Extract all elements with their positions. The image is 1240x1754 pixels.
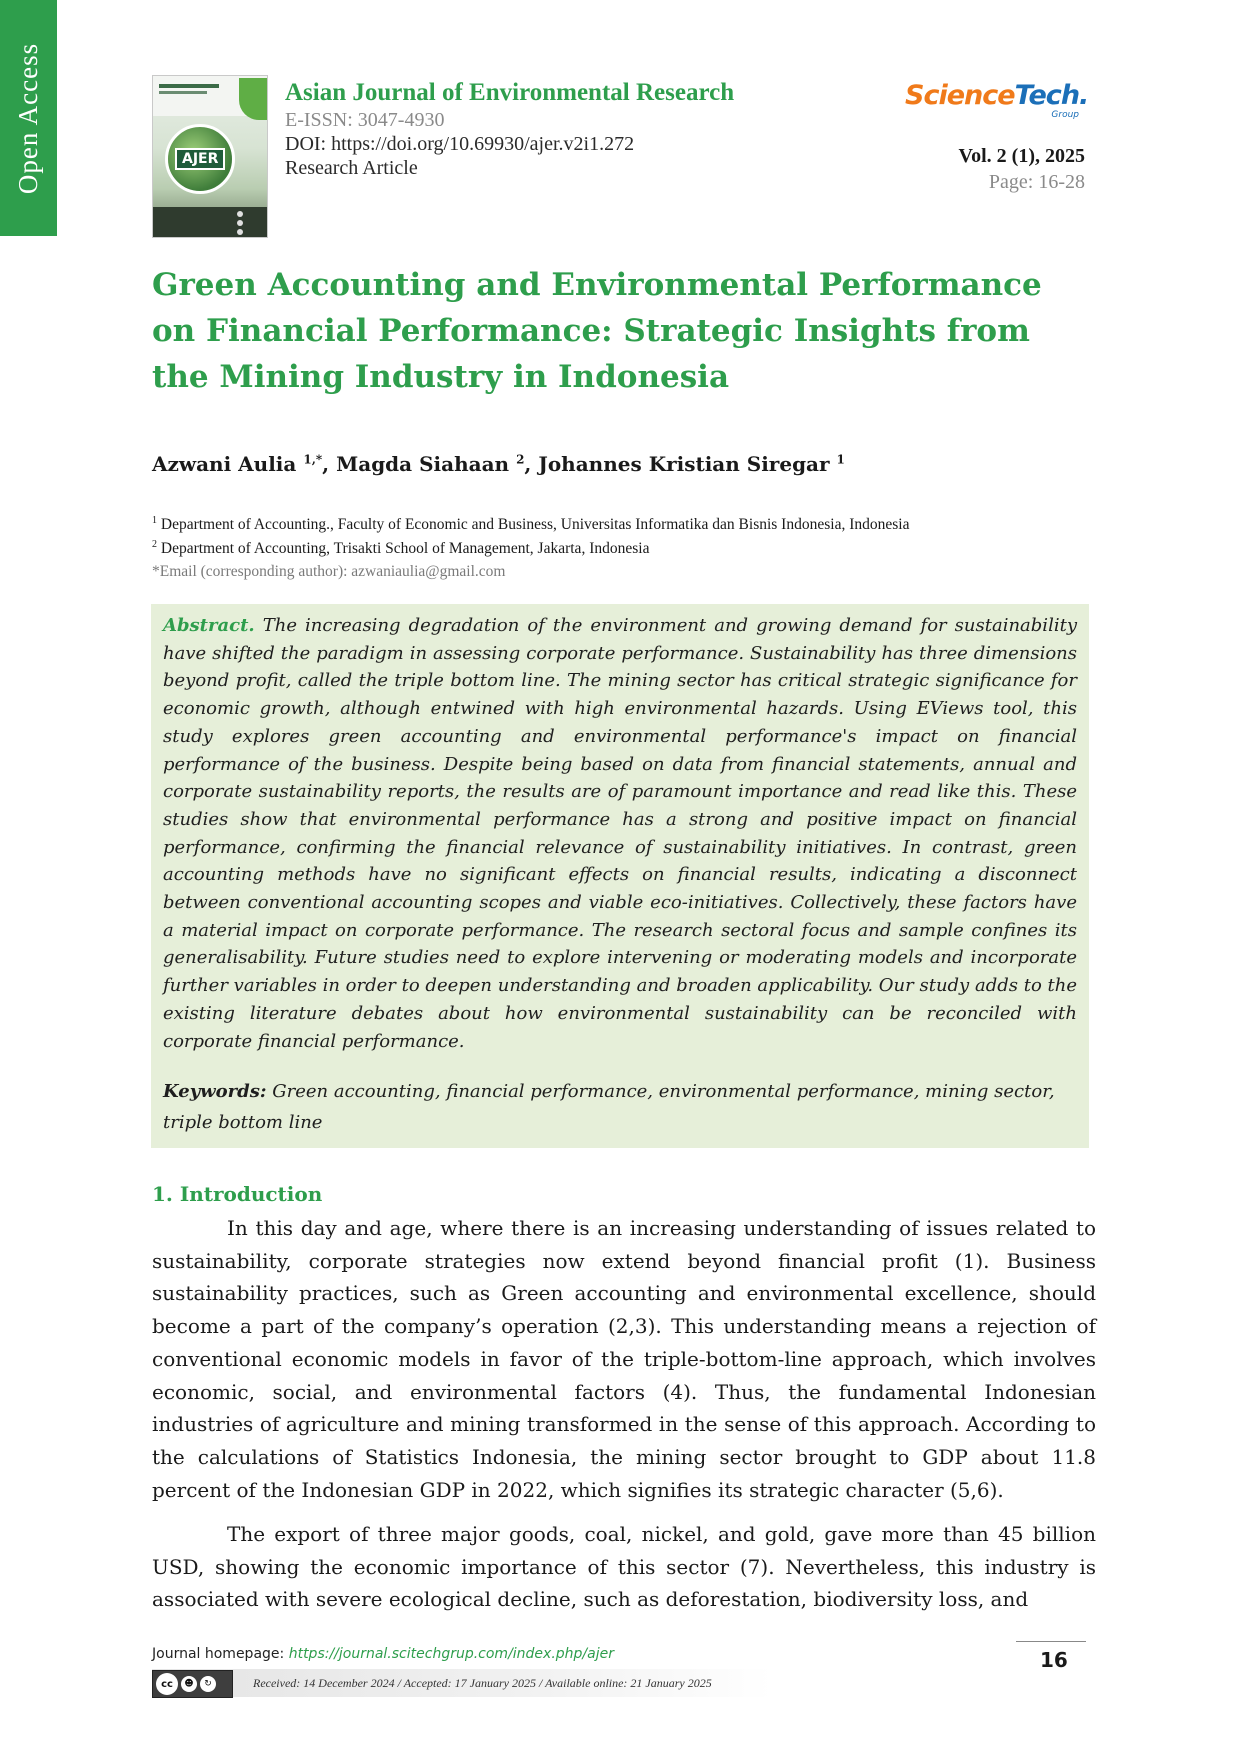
journal-name: Asian Journal of Environmental Research	[285, 79, 735, 106]
paragraph-text: The export of three major goods, coal, nickel, and gold, gave more than 45 billion USD, showing the economic importance of this sector (7). Nevertheless, this industry is associated with severe ecological decline, such as deforestation, biodiversity loss, and	[152, 1522, 1096, 1612]
journal-cover-image	[152, 75, 268, 238]
author-list	[152, 452, 845, 476]
author-separator: ,	[322, 452, 337, 476]
article-title: Green Accounting and Environmental Performance on Financial Performance: Strategic Insights from the Mining Industry in Indonesia	[152, 267, 1042, 395]
author-name: Magda Siahaan	[336, 452, 510, 476]
keywords-text: Green accounting, financial performance, environmental performance, mining sector, triple bottom line	[163, 1081, 1055, 1133]
received-dates: Received: 14 December 2024 / Accepted: 17 January 2025 / Available online: 21 January 2025	[253, 1676, 712, 1690]
publisher-logo	[905, 80, 1089, 120]
publisher-name-part1: Science	[905, 80, 1015, 111]
author-name: Johannes Kristian Siregar	[538, 452, 830, 476]
sa-icon: ↻	[200, 1676, 216, 1692]
cover-badge: AJER	[175, 148, 225, 170]
keywords-label: Keywords:	[163, 1081, 267, 1102]
author-separator: ,	[524, 452, 539, 476]
publisher-name-part2: Tech.	[1014, 80, 1089, 111]
abstract	[163, 612, 1077, 1055]
journal-homepage	[152, 1646, 614, 1662]
author-affiliation-mark: 2	[516, 452, 525, 467]
abstract-text: The increasing degradation of the environment and growing demand for sustainability have shifted the paradigm in assessing corporate performance. Sustainability has three dimensions beyond profit, called the triple bottom line. The mining sector has critical strategic significance for economic growth, although entwined with high environmental hazards. Using EViews tool, this study explores green accounting and environmental performance's impact on financial performance of the business. Despite being based on data from financial statements, annual and corporate sustainability reports, the results are of paramount importance and read like this. These studies show that environmental performance has a strong and positive impact on financial performance, confirming the financial relevance of sustainability initiatives. In contrast, green accounting methods have no significant effects on financial results, indicating a disconnect between conventional accounting scopes and viable eco-initiatives. Collectively, these factors have a material impact on corporate performance. The research sectoral focus and sample confines its generalisability. Future studies need to explore intervening or moderating models and incorporate further variables in order to deepen understanding and broaden applicability. Our study adds to the existing literature debates about how environmental sustainability can be reconciled with corporate financial performance.	[163, 615, 1077, 1052]
article-type: Research Article	[285, 157, 418, 179]
affiliation-mark: 2	[152, 539, 157, 550]
page-range: Page: 16-28	[988, 171, 1085, 193]
volume-issue: Vol. 2 (1), 2025	[958, 145, 1085, 167]
paragraph	[152, 1212, 1096, 1506]
homepage-label: Journal homepage:	[152, 1646, 285, 1662]
author-affiliation-mark: 1,*	[303, 452, 323, 467]
affiliation-2	[152, 539, 649, 558]
cc-license-badge[interactable]	[152, 1670, 233, 1698]
homepage-link[interactable]: https://journal.scitechgrup.com/index.php/ajer	[288, 1646, 614, 1662]
by-icon: ☻	[181, 1676, 197, 1692]
paragraph	[152, 1518, 1096, 1616]
corresponding-email: *Email (corresponding author): azwaniaulia@gmail.com	[152, 563, 506, 580]
publisher-sub: Group	[1051, 110, 1079, 120]
journal-info	[285, 78, 734, 180]
journal-issn: E-ISSN: 3047-4930	[285, 109, 445, 131]
affiliation-mark: 1	[152, 515, 157, 526]
affiliation-text: Department of Accounting, Trisakti School of Management, Jakarta, Indonesia	[160, 540, 650, 558]
author-name: Azwani Aulia	[152, 452, 297, 476]
affiliation-1	[152, 515, 909, 534]
journal-doi[interactable]: DOI: https://doi.org/10.69930/ajer.v2i1.272	[285, 133, 635, 155]
affiliation-text: Department of Accounting., Faculty of Economic and Business, Universitas Informatika dan Bisnis Indonesia, Indonesia	[160, 516, 910, 534]
open-access-tab	[0, 0, 57, 236]
cc-icon: cc	[156, 1673, 178, 1695]
volume-info	[959, 143, 1085, 195]
section-heading-introduction: 1. Introduction	[152, 1182, 323, 1206]
footer-divider	[1016, 1641, 1086, 1642]
page-number: 16	[1040, 1648, 1068, 1672]
keywords	[163, 1076, 1077, 1138]
open-access-label: Open Access	[13, 42, 43, 194]
abstract-label: Abstract.	[163, 615, 255, 636]
abstract-box	[151, 604, 1089, 1148]
author-affiliation-mark: 1	[836, 452, 845, 467]
paragraph-text: In this day and age, where there is an increasing understanding of issues related to sustainability, corporate strategies now extend beyond financial profit (1). Business sustainability practices, such as Green accounting and environmental excellence, should become a part of the company’s operation (2,3). This understanding means a rejection of conventional economic models in favor of the triple-bottom-line approach, which involves economic, social, and environmental factors (4). Thus, the fundamental Indonesian industries of agriculture and mining transformed in the sense of this approach. According to the calculations of Statistics Indonesia, the mining sector brought to GDP about 11.8 percent of the Indonesian GDP in 2022, which signifies its strategic character (5,6).	[152, 1216, 1096, 1502]
